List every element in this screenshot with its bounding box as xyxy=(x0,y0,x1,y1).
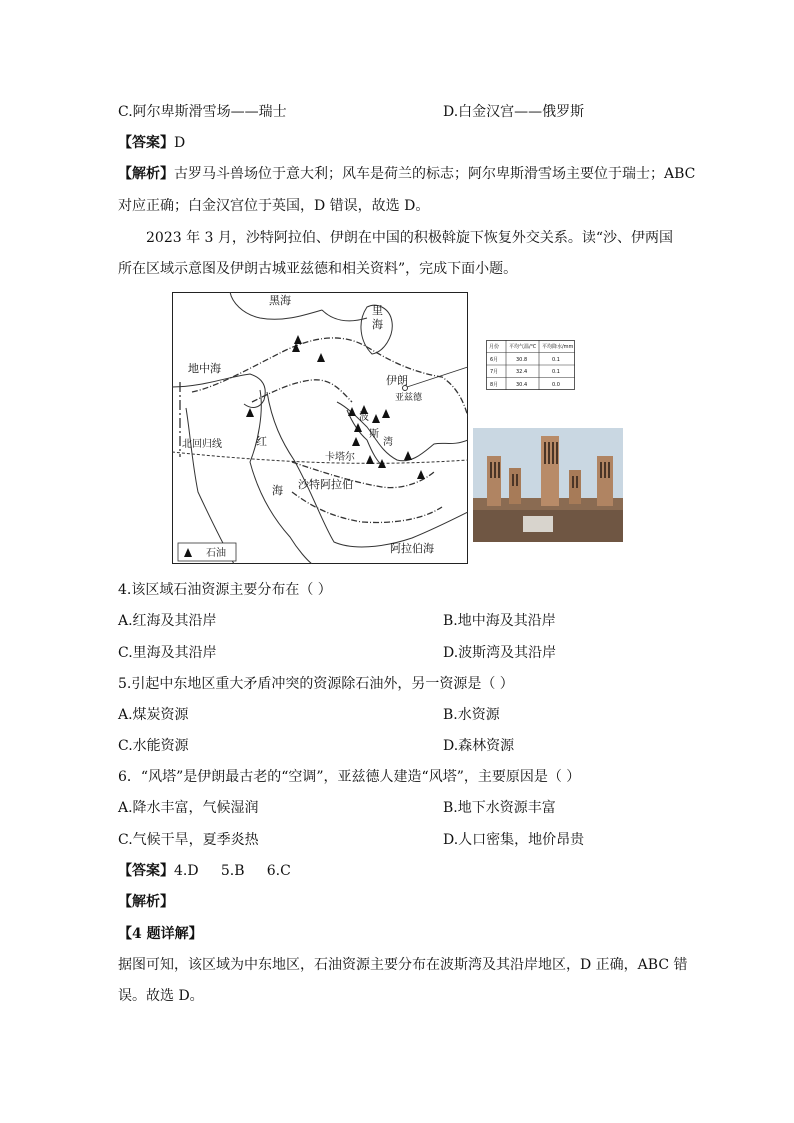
label-mediterranean: 地中海 xyxy=(188,362,221,375)
q4-option-a: A.红海及其沿岸 xyxy=(118,613,217,629)
table-cell: 30.4 xyxy=(516,382,528,388)
label-persian-3: 湾 xyxy=(383,437,393,448)
table-cell: 32.4 xyxy=(516,369,528,375)
table-header-precip: 平均降水/mm xyxy=(542,344,574,350)
q4-option-b: B.地中海及其沿岸 xyxy=(443,613,556,629)
answer-1 xyxy=(118,133,185,153)
option-d-prev: D.白金汉宫——俄罗斯 xyxy=(443,104,585,120)
detail-4-line1: 据图可知，该区域为中东地区，石油资源主要分布在波斯湾及其沿岸地区，D 正确，ABC 错 xyxy=(118,957,688,973)
label-iran: 伊朗 xyxy=(386,374,408,387)
analysis-1-line2: 对应正确；白金汉宫位于英国，D 错误，故选 D。 xyxy=(118,198,430,214)
detail-4-label: 【4 题详解】 xyxy=(118,926,203,942)
analysis-2-label: 【解析】 xyxy=(118,894,174,910)
label-red-2: 海 xyxy=(272,484,283,497)
table-cell: 30.8 xyxy=(516,357,528,363)
option-c-prev: C.阿尔卑斯滑雪场——瑞士 xyxy=(118,104,287,120)
table-cell: 7月 xyxy=(490,369,499,375)
label-caspian-2: 海 xyxy=(372,318,383,331)
table-header-temp: 平均气温/℃ xyxy=(509,344,537,350)
analysis-text-1: 古罗马斗兽场位于意大利；风车是荷兰的标志；阿尔卑斯滑雪场主要位于瑞士；ABC xyxy=(174,166,696,182)
table-cell: 8月 xyxy=(490,382,499,388)
q6-stem: 6．“风塔”是伊朗最古老的“空调”，亚兹德人建造“风塔”，主要原因是（ ） xyxy=(118,769,581,785)
label-tropic: 北回归线 xyxy=(182,439,222,450)
label-black-sea: 黑海 xyxy=(269,294,291,307)
label-qatar: 卡塔尔 xyxy=(325,452,355,463)
answer-2 xyxy=(118,861,291,881)
q4-option-d: D.波斯湾及其沿岸 xyxy=(443,645,557,661)
label-yazd: 亚兹德 xyxy=(395,393,423,403)
answer-values: 4.D 5.B 6.C xyxy=(174,863,291,879)
label-legend-oil: 石油 xyxy=(206,548,226,559)
analysis-label: 【解析】 xyxy=(118,166,174,182)
answer-label: 【答案】 xyxy=(118,135,174,151)
answer-value: D xyxy=(174,135,186,151)
table-cell: 0.1 xyxy=(552,357,560,363)
label-persian-1: 波 xyxy=(359,412,369,423)
q5-option-a: A.煤炭资源 xyxy=(118,707,189,723)
label-persian-2: 斯 xyxy=(369,429,379,440)
q6-option-b: B.地下水资源丰富 xyxy=(443,800,556,816)
label-caspian-1: 里 xyxy=(372,304,383,317)
q4-stem: 4.该区域石油资源主要分布在（ ） xyxy=(118,582,332,598)
detail-4-line2: 误。故选 D。 xyxy=(118,988,204,1004)
q5-option-b: B.水资源 xyxy=(443,707,500,723)
climate-table xyxy=(486,340,575,390)
label-red-1: 红 xyxy=(256,435,267,448)
q6-option-a: A.降水丰富，气候湿润 xyxy=(118,800,259,816)
table-cell: 6月 xyxy=(490,357,499,363)
table-cell: 0.0 xyxy=(552,382,560,388)
intro-line1: 2023 年 3 月，沙特阿拉伯、伊朗在中国的积极斡旋下恢复外交关系。读“沙、伊两国 xyxy=(146,230,674,246)
intro-line2: 所在区域示意图及伊朗古城亚兹德和相关资料”，完成下面小题。 xyxy=(118,261,518,277)
q4-option-c: C.里海及其沿岸 xyxy=(118,645,217,661)
q6-option-c: C.气候干旱，夏季炎热 xyxy=(118,832,259,848)
table-cell: 0.1 xyxy=(552,369,560,375)
table-header-month: 月份 xyxy=(489,344,500,350)
label-saudi: 沙特阿拉伯 xyxy=(298,478,353,491)
label-arabian-sea: 阿拉伯海 xyxy=(390,542,434,555)
answer-label: 【答案】 xyxy=(118,863,174,879)
wind-tower-photo xyxy=(473,428,623,542)
q6-option-d: D.人口密集，地价昂贵 xyxy=(443,832,585,848)
q5-option-d: D.森林资源 xyxy=(443,738,515,754)
middle-east-map xyxy=(172,292,468,564)
q5-stem: 5.引起中东地区重大矛盾冲突的资源除石油外，另一资源是（ ） xyxy=(118,676,514,692)
analysis-1-line1 xyxy=(118,164,695,184)
q5-option-c: C.水能资源 xyxy=(118,738,189,754)
